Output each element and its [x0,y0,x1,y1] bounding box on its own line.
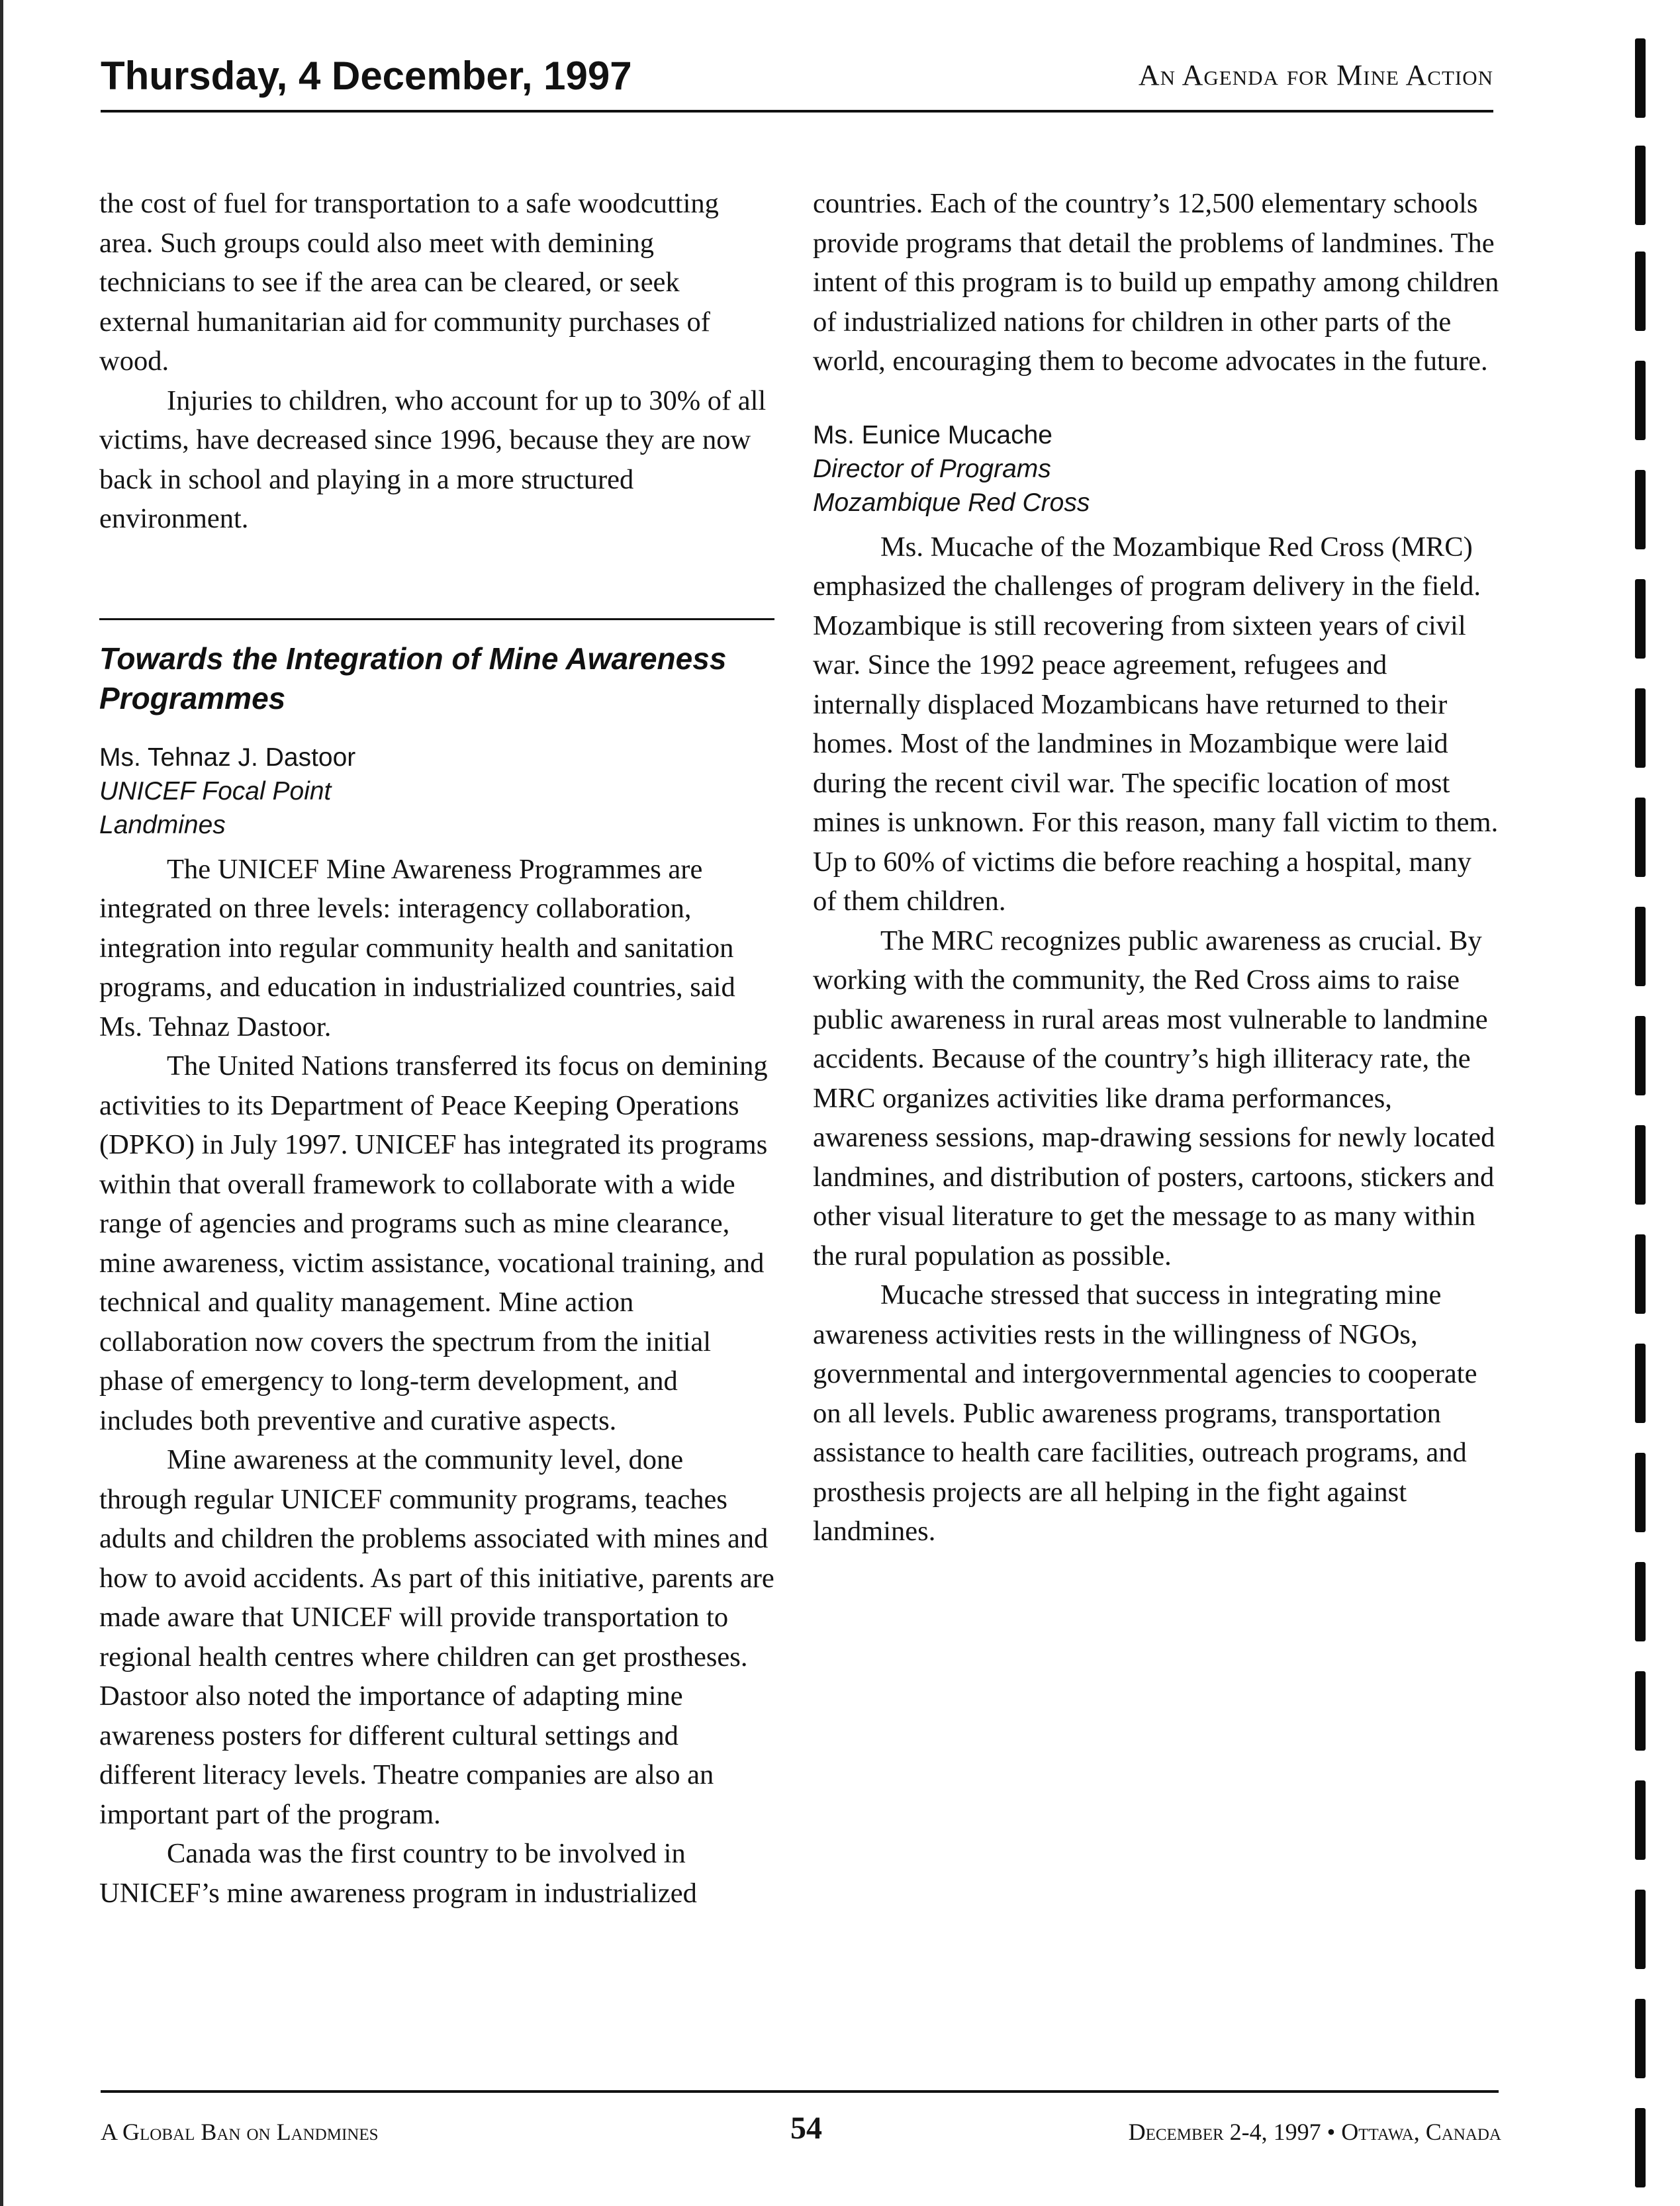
header-title: An Agenda for Mine Action [1138,59,1493,91]
binding-mark [1635,2108,1646,2187]
binding-mark [1635,38,1646,118]
binding-mark [1635,1125,1646,1205]
binding-mark [1635,579,1646,659]
speaker-org: Landmines [99,810,226,839]
speaker-name: Ms. Eunice Mucache [813,420,1052,449]
body-paragraph: Mucache stressed that success in integrating mine awareness activities rests in the willingness of NGOs, governmental and intergovernmental agencies to cooperate on all levels. Public awareness programs, transportation assistance to health care facilities, outreach programs, and prosthesis projects are all helping in the fight against landmines. [813,1279,1477,1547]
binding-mark [1635,798,1646,877]
binding-mark [1635,688,1646,768]
binding-mark [1635,1780,1646,1860]
body-paragraph: Ms. Mucache of the Mozambique Red Cross (MRC) emphasized the challenges of program delivery in the field. Mozambique is still recovering from sixteen years of civil war. Since the 1992 peace agreement, refugees and internally displaced Mozambicans have returned to their homes. Most of the landmines in Mozambique were laid during the recent civil war. The specific location of most mines is unknown. For this reason, many fall victim to them. Up to 60% of victims die before reaching a hospital, many of them children. [813,531,1499,917]
binding-mark [1635,1671,1646,1751]
binding-mark [1635,1999,1646,2078]
binding-mark [1635,470,1646,549]
binding-mark [1635,1890,1646,1969]
carryover-paragraph: countries. Each of the country’s 12,500 elementary schools provide programs that detail the problems of landmines. The intent of this program is to build up empathy among children of industrialized nations for children in other parts of the world, encouraging them to become advocates in the future. [813,188,1499,377]
speaker-role: Director of Programs [813,454,1051,483]
binding-mark [1635,1453,1646,1532]
right-column [813,184,1501,1551]
footer-rule [101,2090,1499,2093]
spacer [813,381,1501,418]
binding-mark [1635,1016,1646,1095]
footer-event: December 2-4, 1997 • Ottawa, Canada [1128,2119,1501,2145]
section-heading: Towards the Integration of Mine Awareness Programmes [99,641,727,715]
binding-mark [1635,1344,1646,1423]
body-paragraph: Mine awareness at the community level, done through regular UNICEF community programs, teaches adults and children the problems associated with mines and how to avoid accidents. As part of this initiative, parents are made aware that UNICEF will provide transportation to regional health centres where children can get prostheses. Dastoor also noted the importance of adapting mine awareness posters for different cultural settings and different literacy levels. Theatre companies are also an important part of the program. [99,1444,774,1830]
binding-mark [1635,907,1646,986]
body-paragraph: Canada was the first country to be involved in UNICEF’s mine awareness program in industrialized [99,1838,697,1909]
body-paragraph: The MRC recognizes public awareness as crucial. By working with the community, the Red Cross aims to raise public awareness in rural areas most vulnerable to landmine accidents. Because of the country’s high illiteracy rate, the MRC organizes activities like drama performances, awareness sessions, map-drawing sessions for newly located landmines, and distribution of posters, cartoons, stickers and other visual literature to get the message to as many within the rural population as possible. [813,925,1495,1271]
speaker-name: Ms. Tehnaz J. Dastoor [99,743,356,772]
speaker-role: UNICEF Focal Point [99,776,332,805]
left-column [99,184,774,1913]
header-date: Thursday, 4 December, 1997 [101,54,632,98]
binding-mark [1635,1562,1646,1641]
speaker-block-dastoor [99,741,774,842]
binding-mark [1635,1234,1646,1314]
speaker-block-mucache [813,418,1501,520]
binding-mark [1635,361,1646,440]
page-number: 54 [790,2111,822,2146]
binding-mark [1635,252,1646,331]
footer-publication: A Global Ban on Landmines [101,2119,379,2145]
header-rule [101,110,1493,113]
section-divider [99,618,774,620]
scan-edge [0,0,3,2206]
speaker-org: Mozambique Red Cross [813,488,1090,517]
body-paragraph: The United Nations transferred its focus on demining activities to its Department of Peace Keeping Operations (DPKO) in July 1997. UNICEF has integrated its programs within that overall framework to collaborate with a wide range of agencies and programs such as mine clearance, mine awareness, victim assistance, vocational training, and technical and quality management. Mine action collaboration now covers the spectrum from the initial phase of emergency to long-term development, and includes both preventive and curative aspects. [99,1050,768,1436]
body-paragraph: The UNICEF Mine Awareness Programmes are integrated on three levels: interagency collaboration, integration into regular community health and sanitation programs, and education in industrialized countries, said Ms. Tehnaz Dastoor. [99,853,735,1042]
carryover-paragraph-2: Injuries to children, who account for up to 30% of all victims, have decreased since 1996, because they are now back in school and playing in a more structured environment. [99,385,767,534]
binding-mark [1635,146,1646,225]
carryover-paragraph-1: the cost of fuel for transportation to a safe woodcutting area. Such groups could also meet with demining technicians to see if the area can be cleared, or seek external humanitarian aid for community purchases of wood. [99,188,719,377]
